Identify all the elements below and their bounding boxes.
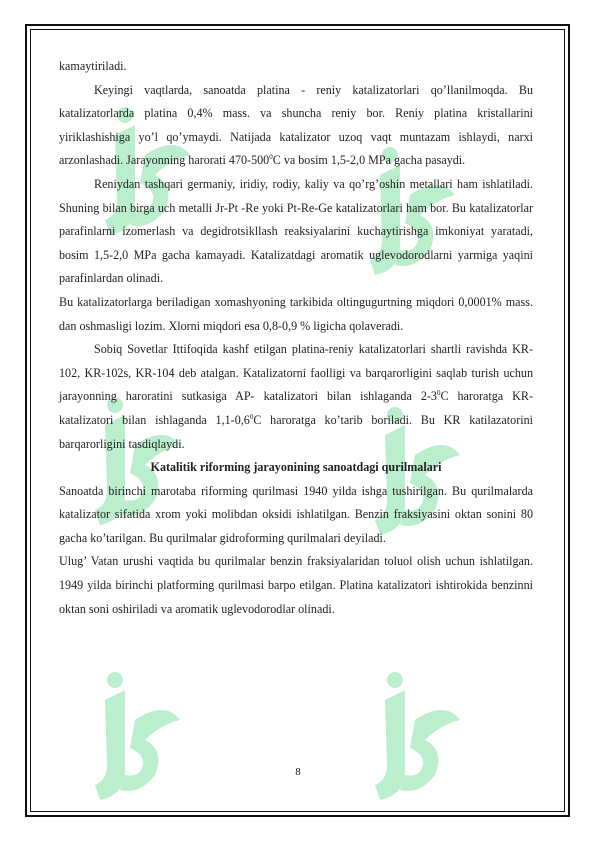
paragraph: kamaytiriladi. (59, 59, 127, 73)
degree-superscript: 0 (436, 389, 441, 398)
degree-superscript: 0 (249, 412, 254, 421)
paragraph: Ulug’ Vatan urushi vaqtida bu qurilmalar benzin fraksiyalaridan toluol olish uchun ishlatilgan. 1949 yilda birinchi platforming qurilmasi barpo etilgan. Platina katalizatori ishtirokida benzinni oktan soni oshiriladi va aromatik uglevodorodlar olinadi. (59, 554, 533, 616)
document-body (59, 55, 533, 621)
page-number: 8 (295, 766, 301, 778)
paragraph: Sanoatda birinchi marotaba riforming qurilmasi 1940 yilda ishga tushirilgan. Bu qurilmalarda katalizator sifatida xrom yoki molibdan oksidi ishlatilgan. Benzin fraksiyasini oktan sonini 80 gacha ko’tarilgan. Bu qurilmalar gidroforming qurilmalari deyiladi. (59, 483, 533, 545)
paragraph: Keyingi vaqtlarda, sanoatda platina - reniy katalizatorlari qo’llanilmoqda. Bu katalizatorlarda platina 0,4% mass. va shuncha reniy bor. Reniy platina kristallarini yiriklashishiga yo’l qo’ymaydi. Natijada katalizator uzoq vaqt muntazam ishlaydi, narxi arzonlashadi. Jarayonning harorati $470-500^0C$ va bosim 1,5-2,0 MPa gacha pasaydi. (59, 82, 533, 168)
watermark-logo-icon (365, 660, 495, 810)
paragraph: Sobiq Sovetlar Ittifoqida kashf etilgan platina-reniy katalizatorlari shartli ravishda KR-102, KR-102s, KR-104 deb atalgan. Katalizatorni faolligi va barqarorligini saqlab turish uchun jarayonning haroratini sutkasiga AP- katalizatori bilan ishlaganda $2-3^0C$ haroratga KR- katalizatori bilan ishlaganda $1,1-0,6^0C$ haroratga ko’tarib boriladi. Bu KR katilazatorini barqarorligini tasdiqlaydi. (59, 342, 533, 451)
section-heading: Katalitik riforming jarayonining sanoatdagi qurilmalari (150, 460, 442, 475)
paragraph: Bu katalizatorlarga beriladigan xomashyoning tarkibida oltingugurtning miqdori 0,0001% mass. dan oshmasligi lozim. Xlorni miqdori esa 0,8-0,9 % ligicha qolaveradi. (59, 294, 533, 333)
degree-superscript: 0 (269, 153, 273, 162)
watermark-logo-icon (85, 660, 215, 810)
paragraph: Reniydan tashqari germaniy, iridiy, rodiy, kaliy va qo’rg’oshin metallari ham ishlatiladi. Shuning bilan birga uch metalli Jr-Pt -Re yoki Pt-Re-Ge katalizatorlari ham bor. Bu katalizatorlar parafinlarni izomerlash va degidrotsikllash reaksiyalarini kuchaytirishga imkoniyat yaratadi, bosim 1,5-2,0 MPa gacha kamayadi. Katalizatdagi aromatik uglevodorodlarni yarmiga yaqini parafinlardan olinadi. (59, 176, 533, 286)
